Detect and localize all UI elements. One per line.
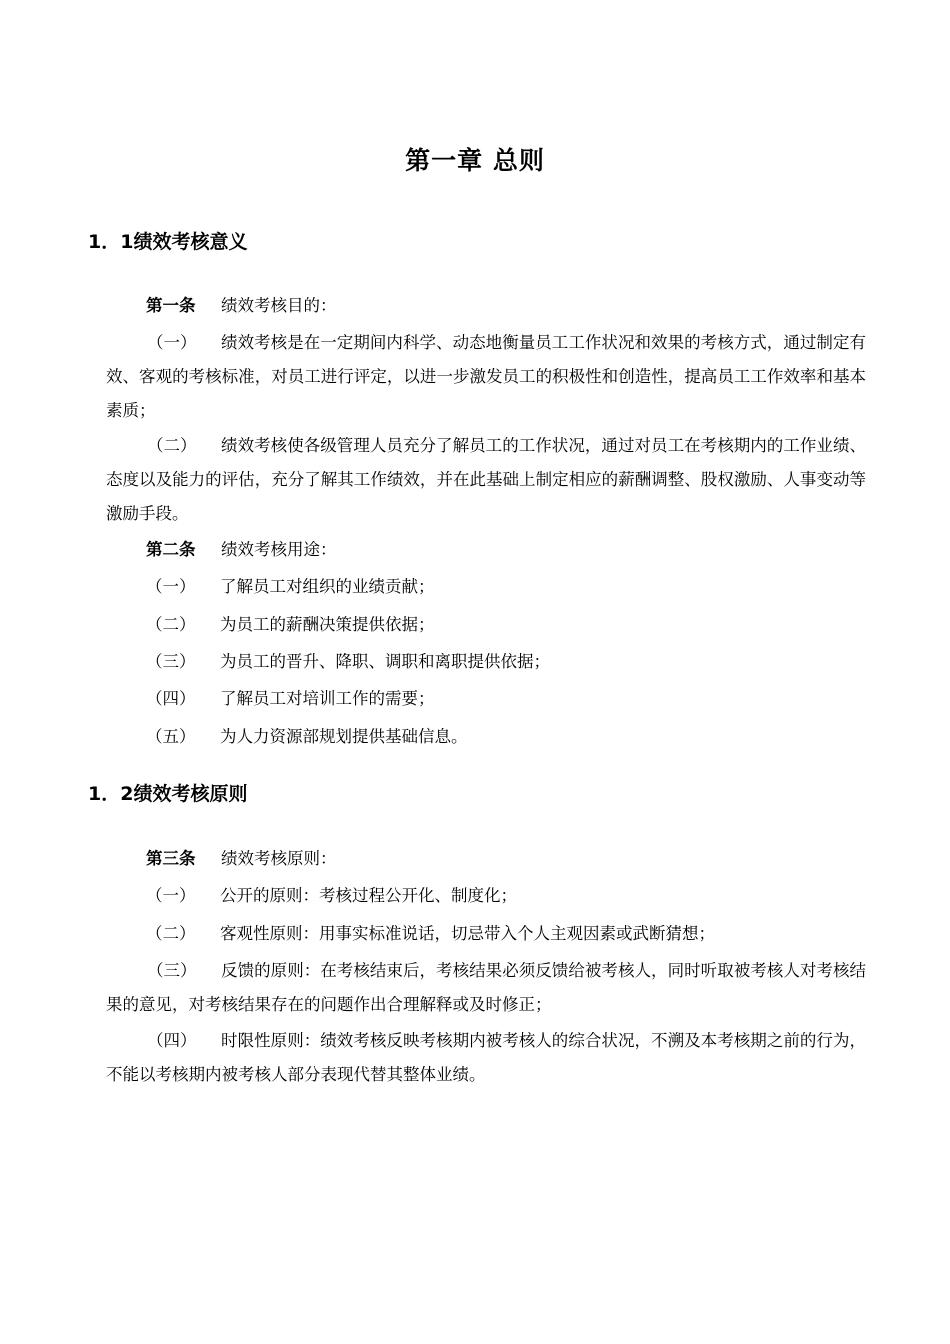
chapter-title: 第一章 总则 [405,146,545,175]
article-text: 绩效考核目的： [221,296,337,315]
item-number: （四） [146,689,196,708]
list-item [146,879,517,913]
list-item [146,645,550,679]
item-number: （二） [146,924,196,943]
item-text: 反馈的原则：在考核结束后，考核结果必须反馈给被考核人，同时听取被考核人对考核结果的意见，对考核结果存在的问题作出合理解释或及时修正； [106,961,866,1014]
list-item [146,917,715,951]
item-text: 为员工的薪酬决策提供依据； [220,615,435,634]
item-number: （三） [147,961,197,980]
item-number: （一） [146,886,196,905]
item-number: （二） [147,436,197,455]
article-label: 第一条 [146,296,196,315]
article-label: 第二条 [146,540,196,559]
item-number: （五） [146,727,196,746]
article-text: 绩效考核用途： [221,540,337,559]
list-item [146,608,435,642]
article-text: 绩效考核原则： [221,849,337,868]
item-text: 客观性原则：用事实标准说话，切忌带入个人主观因素或武断猜想； [220,924,715,943]
list-item [146,682,435,716]
article-2 [146,533,337,567]
item-text: 为人力资源部规划提供基础信息。 [220,727,468,746]
item-text: 为员工的晋升、降职、调职和离职提供依据； [220,652,550,671]
item-text: 了解员工对组织的业绩贡献； [220,577,435,596]
list-item [146,570,435,604]
item-text: 公开的原则：考核过程公开化、制度化； [220,886,517,905]
list-item [106,326,866,428]
item-number: （四） [147,1031,197,1050]
item-text: 绩效考核是在一定期间内科学、动态地衡量员工工作状况和效果的考核方式，通过制定有效、客观的考核标准，对员工进行评定，以进一步激发员工的积极性和创造性，提高员工工作效率和基本素质； [106,333,866,420]
item-number: （二） [146,615,196,634]
list-item [146,720,468,754]
item-number: （一） [146,577,196,596]
list-item [106,429,866,531]
article-1 [146,289,337,323]
article-label: 第三条 [146,849,196,868]
list-item [106,1024,866,1092]
list-item [106,954,866,1022]
section-heading-1-1: 1．1绩效考核意义 [88,231,248,253]
section-heading-1-2: 1．2绩效考核原则 [88,783,248,805]
item-text: 了解员工对培训工作的需要； [220,689,435,708]
item-text: 时限性原则：绩效考核反映考核期内被考核人的综合状况，不溯及本考核期之前的行为，不能以考核期内被考核人部分表现代替其整体业绩。 [106,1031,866,1084]
item-number: （一） [147,333,197,352]
article-3 [146,842,337,876]
item-text: 绩效考核使各级管理人员充分了解员工的工作状况，通过对员工在考核期内的工作业绩、态度以及能力的评估，充分了解其工作绩效，并在此基础上制定相应的薪酬调整、股权激励、人事变动等激励手段。 [106,436,866,523]
item-number: （三） [146,652,196,671]
